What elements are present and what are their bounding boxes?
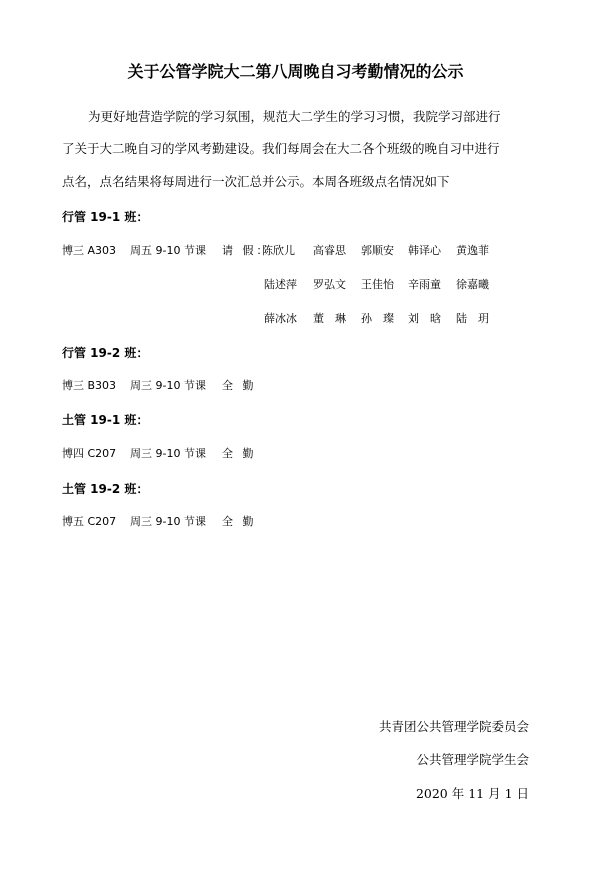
attendance-status: 全 勤	[222, 447, 257, 460]
session-time: 周三 9-10 节课	[130, 447, 206, 460]
class-record-xingguan-19-2	[62, 379, 262, 393]
student-name: 董 琳	[313, 312, 346, 325]
class-heading-xingguan-19-2: 行管 19-2 班：	[62, 346, 149, 360]
signature-date: 2020 年 11 月 1 日	[415, 786, 529, 801]
class-heading-xingguan-19-1: 行管 19-1 班：	[62, 210, 149, 224]
student-name: 徐嘉曦	[456, 278, 489, 291]
student-name: 孙 璨	[361, 312, 394, 325]
room-label: 博四 C207	[62, 447, 117, 460]
signature-org-league-committee: 共青团公共管理学院委员会	[378, 719, 529, 734]
student-name: 刘 晗	[408, 312, 441, 325]
student-name: 薛冰冰	[264, 312, 297, 325]
intro-line-2: 了关于大二晚自习的学风考勤建设。我们每周会在大二各个班级的晚自习中进行	[62, 141, 500, 156]
attendance-status: 全 勤	[222, 515, 257, 528]
student-name: 陆述萍	[264, 278, 297, 291]
class-heading-tuguan-19-2: 土管 19-2 班：	[62, 482, 149, 496]
student-name: 郭顺安	[361, 244, 394, 257]
student-name: 王佳怡	[361, 278, 394, 291]
room-label: 博三 A303	[62, 244, 117, 257]
student-name: 黄逸菲	[456, 244, 489, 257]
session-time: 周三 9-10 节课	[130, 379, 206, 392]
student-name: 韩译心	[408, 244, 441, 257]
signature-org-student-union: 公共管理学院学生会	[416, 752, 529, 767]
student-name: 陆 玥	[456, 312, 489, 325]
session-time: 周五 9-10 节课	[130, 244, 206, 257]
attendance-status: 请 假：	[222, 244, 271, 257]
class-heading-tuguan-19-1: 土管 19-1 班：	[62, 413, 149, 427]
room-label: 博三 B303	[62, 379, 117, 392]
attendance-status: 全 勤	[222, 379, 257, 392]
student-name: 辛雨童	[408, 278, 441, 291]
intro-line-3: 点名，点名结果将每周进行一次汇总并公示。本周各班级点名情况如下	[62, 174, 450, 189]
student-name: 罗弘文	[313, 278, 346, 291]
room-label: 博五 C207	[62, 515, 117, 528]
student-name: 陈欣儿	[262, 244, 295, 257]
class-record-tuguan-19-2	[62, 515, 262, 529]
session-time: 周三 9-10 节课	[130, 515, 206, 528]
student-name: 高睿思	[313, 244, 346, 257]
document-title: 关于公管学院大二第八周晚自习考勤情况的公示	[127, 62, 464, 81]
class-record-tuguan-19-1	[62, 447, 262, 461]
class-record-xingguan-19-1	[62, 244, 271, 258]
intro-line-1: 为更好地营造学院的学习氛围，规范大二学生的学习习惯，我院学习部进行	[88, 109, 501, 124]
